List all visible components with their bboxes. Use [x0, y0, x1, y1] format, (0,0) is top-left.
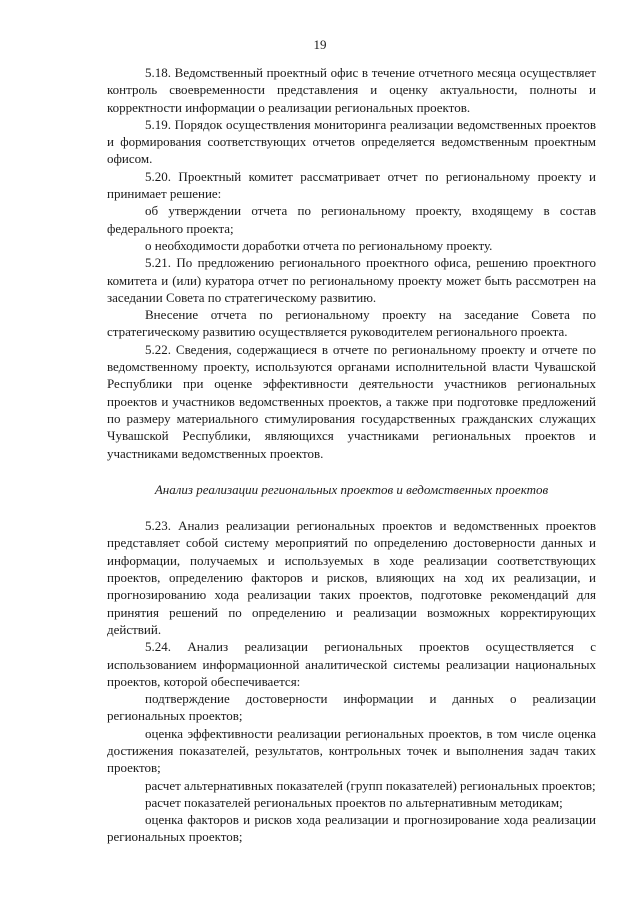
paragraph-5-19: 5.19. Порядок осуществления мониторинга реализации ведомственных проектов и формирования соответствующих отчетов определяется ведомственным проектным офисом.	[107, 116, 596, 167]
paragraph-5-21: 5.21. По предложению регионального проектного офиса, решению проектного комитета и (или) куратора отчет по региональному проекту может быть рассмотрен на заседании Совета по стратегическому развитию.	[107, 255, 596, 305]
list-item: оценка эффективности реализации региональных проектов, в том числе оценка достижения показателей, результатов, контрольных точек и выполнения задач таких проектов;	[107, 725, 596, 776]
paragraph-5-18: 5.18. Ведомственный проектный офис в течение отчетного месяца осуществляет контроль своевременности представления и оценку актуальности, полноты и корректности информации о реализации региональных проектов.	[107, 65, 596, 115]
paragraph-5-24: 5.24. Анализ реализации региональных проектов осуществляется с использованием информационной аналитической системы реализации национальных проектов, которой обеспечивается:	[107, 639, 596, 689]
paragraph-5-23: 5.23. Анализ реализации региональных проектов и ведомственных проектов представляет собой систему мероприятий по определению достоверности данных и информации, получаемых и используемых в ходе реализации соответствующих проектов, определению факторов и рисков, влияющих на ход их реализации, и прогнозированию хода реализации таких проектов, подготовке рекомендаций для принятия решений по определению и реализации возможных корректирующих действий.	[107, 518, 596, 637]
paragraph-5-22: 5.22. Сведения, содержащиеся в отчете по региональному проекту и отчете по ведомственному проекту, используются органами исполнительной власти Чувашской Республики при оценке эффективности деятельности участников региональных проектов и участников ведомственных проектов, а также при подготовке предложений по размеру материального стимулирования государственных гражданских служащих Чувашской Республики, являющихся участниками региональных проектов и участниками ведомственных проектов.	[107, 341, 596, 461]
list-item: расчет альтернативных показателей (групп показателей) региональных проектов;	[145, 777, 596, 793]
list-item: о необходимости доработки отчета по региональному проекту.	[145, 237, 493, 253]
list-item: подтверждение достоверности информации и данных о реализации региональных проектов;	[107, 691, 596, 724]
section-heading: Анализ реализации региональных проектов и ведомственных проектов	[154, 481, 549, 497]
page-number: 19	[313, 37, 327, 52]
paragraph-5-21-continued: Внесение отчета по региональному проекту на заседание Совета по стратегическому развитию осуществляется руководителем регионального проекта.	[107, 307, 596, 340]
list-item: об утверждении отчета по региональному проекту, входящему в состав федерального проекта;	[107, 203, 596, 236]
document-body	[107, 64, 596, 846]
list-item: расчет показателей региональных проектов по альтернативным методикам;	[145, 794, 563, 810]
paragraph-5-20: 5.20. Проектный комитет рассматривает отчет по региональному проекту и принимает решение:	[107, 168, 596, 202]
list-item: оценка факторов и рисков хода реализации и прогнозирование хода реализации региональных проектов;	[107, 812, 596, 845]
